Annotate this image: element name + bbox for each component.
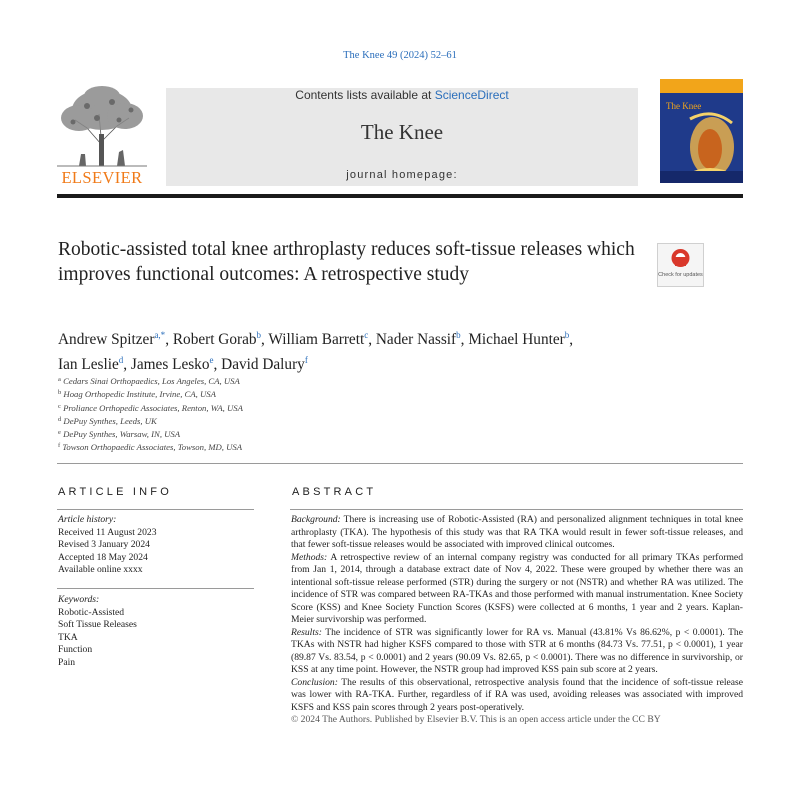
author[interactable]: Andrew Spitzer$^{a,*}$ (58, 330, 166, 348)
author[interactable]: David Dalury$^f$ (221, 355, 308, 373)
header-divider (57, 194, 743, 198)
abstract-conclusion: Conclusion: The results of this observational, retrospective analysis found that the incidence of soft-tissue release was lower with RA-TKA. Further, regardless of if RA was used, avoiding releases was associated with improved KSFS and KSS pain scores through 2 years post-operatively. (291, 676, 743, 713)
abstract-background: Background: There is increasing use of Robotic-Assisted (RA) and personalized alignment techniques in total knee arthroplasty (TKA). The hypothesis of this study was that RA TKA would result in fewer soft-tissue releases, and that fewer soft-tissue releases would be associated with improved clinical outcomes. (291, 514, 743, 550)
author[interactable]: William Barrett$^c$ (268, 330, 369, 348)
author[interactable]: Ian Leslie$^d$ (58, 355, 124, 373)
elsevier-tree-icon (57, 84, 147, 168)
author[interactable]: James Lesko$^e$ (130, 355, 214, 373)
abstract-heading: ABSTRACT (292, 486, 377, 498)
author[interactable]: Nader Nassif$^b$ (375, 330, 461, 348)
contents-prefix: Contents lists available at (295, 88, 435, 102)
keyword: Robotic-Assisted (58, 606, 125, 618)
cover-title-text: The Knee (666, 101, 702, 111)
journal-banner (166, 88, 638, 186)
affiliation: $^c$ Proliance Orthopedic Associates, Renton, WA, USA (58, 402, 243, 413)
history-item: Accepted 18 May 2024 (58, 551, 148, 563)
abstract-methods: Methods: A retrospective review of an internal company registry was conducted for all primary TKAs performed from Jan 1, 2014, through a database extract date of Nov 4, 2022. These were grouped by whether there was an intentional soft-tissue release performed (STR) during the surgery or not (NSTR) and whether RA was utilized. The incidence of STR was compared between RA-TKAs and those performed with manual instrumentation. Knee Society Score (KSS) and Knee Society Function Scores (KSFS) were collected at 6 months, 1 year and 2 years. Kaplan-Meier survivorship was performed. (291, 551, 743, 625)
article-info-divider (57, 509, 254, 510)
article-info-heading: ARTICLE INFO (58, 486, 172, 498)
affiliation: $^f$ Towson Orthopaedic Associates, Towson, MD, USA (58, 442, 243, 453)
journal-cover-image (660, 79, 743, 183)
elsevier-wordmark: ELSEVIER (61, 168, 143, 187)
author[interactable]: Michael Hunter$^b$ (468, 330, 570, 348)
keywords-divider (57, 588, 254, 589)
abstract-body (291, 514, 743, 727)
journal-cover[interactable] (660, 79, 743, 183)
affiliation: $^b$ Hoag Orthopedic Institute, Irvine, CA, USA (58, 389, 216, 400)
author[interactable]: Robert Gorab$^b$ (172, 330, 262, 348)
keyword: Soft Tissue Releases (58, 619, 137, 630)
section-divider (57, 463, 743, 464)
history-label: Article history: (58, 514, 117, 525)
affiliation: $^d$ DePuy Synthes, Leeds, UK (58, 415, 157, 426)
affiliation: $^a$ Cedars Sinai Orthopaedics, Los Angeles, CA, USA (58, 376, 240, 386)
elsevier-logo[interactable] (57, 84, 147, 188)
history-item: Revised 3 January 2024 (58, 539, 150, 550)
journal-citation[interactable]: The Knee 49 (2024) 52–61 (343, 50, 457, 61)
abstract-results: Results: The incidence of STR was significantly lower for RA vs. Manual (43.81% Vs 86.62%, p < 0.0001). The TKAs with NSTR had higher KSFS compared to those with STR at 6 months (84.73 Vs. 77.51, p < 0.0001), 1 year (89.87 Vs. 83.54, p < 0.0001) and 2 years (90.09 Vs. 82.65, p < 0.0001). There was no difference in survivorship, or KSS at any time point. However, the NSTR group had improved KSS pain sub score at 2 years. (291, 626, 743, 675)
keywords-label: Keywords: (58, 594, 100, 605)
sciencedirect-link[interactable]: ScienceDirect (434, 88, 509, 102)
journal-homepage-label[interactable]: journal homepage: (346, 169, 458, 181)
affiliation-list (58, 374, 658, 454)
keyword: TKA (58, 631, 78, 643)
keyword: Pain (58, 656, 76, 668)
journal-title[interactable]: The Knee (360, 120, 444, 144)
author-list: Andrew Spitzer$^{a,*}$, Robert Gorab$^b$, William Barrett$^c$, Nader Nassif$^b$, Michael Hunter$^b$, Ian Leslie$^d$, James Lesko$^e$, David Dalury$^f$ (58, 330, 574, 373)
contents-line (166, 88, 638, 102)
check-for-updates-badge[interactable] (657, 243, 704, 287)
keyword: Function (58, 644, 93, 655)
article-history (58, 514, 258, 577)
copyright-line: © 2024 The Authors. Published by Elsevier B.V. This is an open access article under the CC BY (291, 714, 661, 725)
article-title: Robotic-assisted total knee arthroplasty reduces soft-tissue releases which improves functional outcomes: A retrospective study (58, 239, 635, 285)
crossmark-icon (657, 243, 704, 287)
affiliation: $^e$ DePuy Synthes, Warsaw, IN, USA (58, 429, 181, 440)
check-updates-text: Check for updates (658, 272, 703, 278)
history-item: Available online xxxx (58, 564, 143, 575)
history-item: Received 11 August 2023 (58, 526, 157, 538)
keywords (58, 594, 258, 669)
abstract-divider (290, 509, 743, 510)
